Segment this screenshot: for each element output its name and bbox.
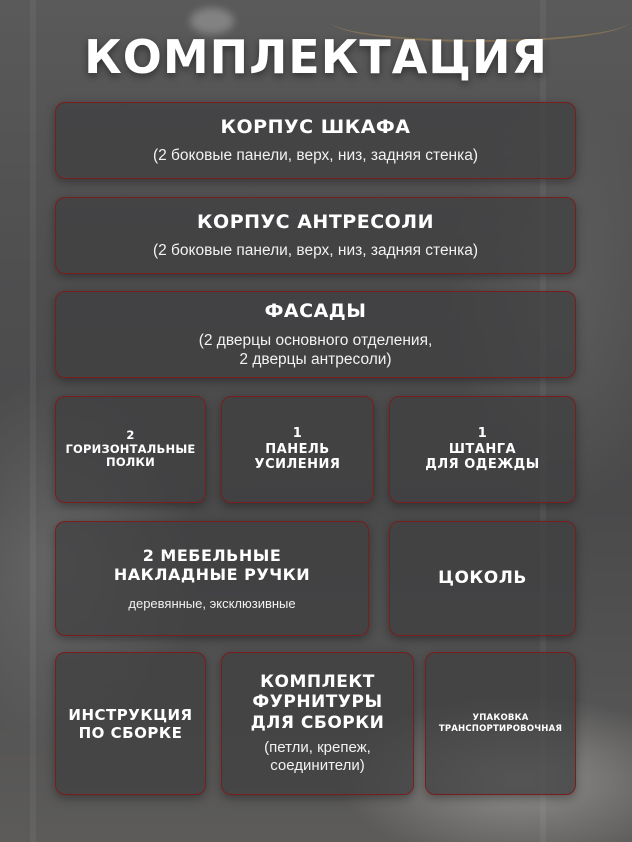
card-shelves: [55, 396, 206, 503]
heading-line: ШТАНГА: [448, 441, 517, 457]
card-instructions: [55, 652, 206, 795]
heading-line: ТРАНСПОРТИРОВОЧНАЯ: [438, 723, 563, 734]
card-heading: [68, 706, 192, 742]
heading-line: ДЛЯ ОДЕЖДЫ: [425, 457, 540, 473]
heading-line: 1: [477, 426, 488, 442]
card-description: (2 боковые панели, верх, низ, задняя стенка): [152, 241, 479, 259]
heading-line: УСИЛЕНИЯ: [254, 457, 341, 473]
heading-line: УПАКОВКА: [472, 713, 529, 724]
card-description: [199, 332, 433, 369]
card-heading: КОРПУС АНТРЕСОЛИ: [197, 210, 434, 233]
card-description-line: соединители): [270, 757, 365, 775]
heading-line: 2: [126, 427, 135, 442]
card-heading: [251, 672, 385, 733]
heading-line: ИНСТРУКЦИЯ: [68, 705, 193, 724]
card-packaging: [425, 652, 576, 795]
card-description: [264, 739, 371, 775]
card-heading: [439, 713, 562, 733]
card-heading: [66, 429, 196, 470]
card-description-line: 2 дверцы антресоли): [239, 350, 392, 368]
card-hardware: [221, 652, 414, 795]
heading-line: КОМПЛЕКТ: [260, 671, 375, 692]
card-description-line: (петли, крепеж,: [264, 739, 371, 757]
card-heading: КОРПУС ШКАФА: [220, 115, 411, 138]
card-heading: [114, 546, 310, 584]
page-title: КОМПЛЕКТАЦИЯ: [84, 30, 548, 84]
background-stripe: [30, 0, 36, 842]
card-facades: [55, 291, 576, 378]
card-cabinet-body: [55, 102, 576, 179]
card-heading: [255, 426, 341, 473]
card-description-line: (2 дверцы основного отделения,: [198, 332, 433, 350]
heading-line: ФУРНИТУРЫ: [252, 692, 383, 713]
card-panel: [221, 396, 374, 503]
card-description: (2 боковые панели, верх, низ, задняя стенка): [152, 146, 479, 164]
heading-line: ПАНЕЛЬ: [265, 441, 330, 457]
card-heading: ЦОКОЛЬ: [438, 568, 527, 589]
heading-line: ГОРИЗОНТАЛЬНЫЕ: [65, 441, 196, 456]
card-handles: [55, 521, 369, 636]
heading-line: НАКЛАДНЫЕ РУЧКИ: [113, 564, 311, 584]
card-heading: [425, 426, 539, 473]
heading-line: 2 МЕБЕЛЬНЫЕ: [142, 545, 282, 565]
heading-line: ПО СБОРКЕ: [78, 723, 183, 742]
heading-line: ДЛЯ СБОРКИ: [250, 712, 385, 733]
card-plinth: [389, 521, 576, 636]
card-heading: ФАСАДЫ: [264, 299, 367, 322]
heading-line: 1: [292, 426, 303, 442]
card-rod: [389, 396, 576, 503]
heading-line: ПОЛКИ: [106, 455, 155, 470]
card-mezzanine-body: [55, 197, 576, 274]
card-description: деревянные, эксклюзивные: [128, 595, 296, 611]
